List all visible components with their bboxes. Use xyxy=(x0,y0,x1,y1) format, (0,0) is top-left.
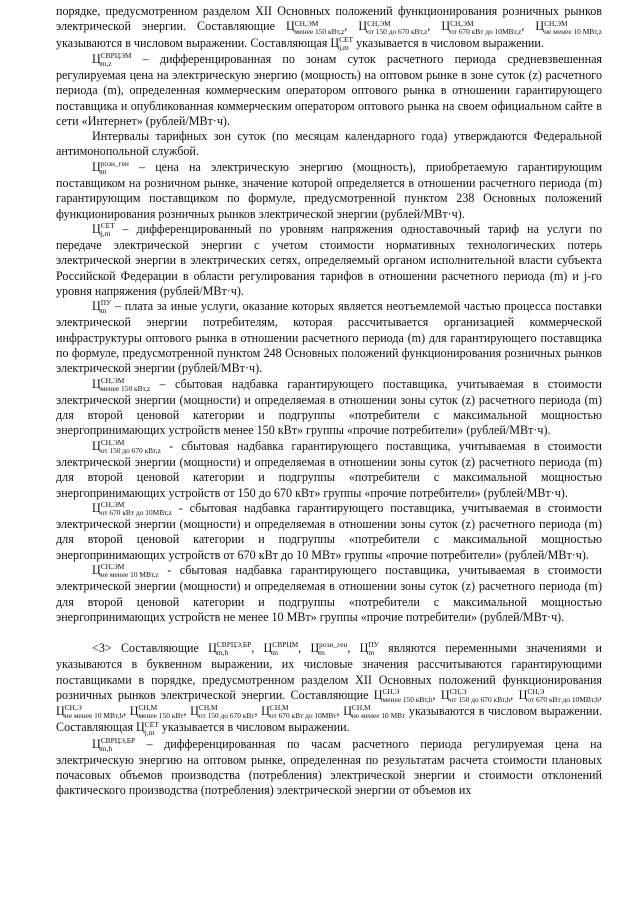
price-symbol: Ц СН,М от 670 кВт до 10МВт xyxy=(261,703,337,721)
paragraph-p1: порядке, предусмотренном разделом XII Основных положений функционирования розничных рынков электрической энергии. Составляющие Ц СН,ЭМ менее 150 кВт,z , Ц СН,ЭМ от 150 до 670 кВт,z , Ц СН,ЭМ от 670 кВт до 10МВт,z , Ц СН,ЭМ не менее 10 МВт,z указываются в числовом выражении. Составляющая Ц СЕТ j,m указывается в числовом выражении. xyxy=(56,4,603,52)
paragraph-p7: Ц СН,ЭМ менее 150 кВт,z – сбытовая надбавка гарантирующего поставщика, учитываемая в стоимости электрической энергии (мощности) и определяемая в отношении зоны суток (z) расчетного периода (m) для второй ценовой категории и подгруппы «потребители с максимальной мощностью энергопринимающих устройств менее 150 кВт» группы «прочие потребители» (рублей/МВт·ч). xyxy=(56,375,602,438)
price-symbol: Ц СН,М менее 150 кВт xyxy=(129,703,184,721)
price-symbol: Ц СН,ЭМ не менее 10 МВт,z xyxy=(92,562,159,580)
price-symbol: Ц СН,Э от 670 кВт до 10МВт,h xyxy=(518,687,599,705)
price-symbol: Ц розн_ген m xyxy=(310,640,348,658)
paragraph-p2: Ц СВРЦЭМ m,z – дифференцированная по зонам суток расчетного периода средневзвешенная регулируемая цена на электрическую энергию (мощность) на оптовом рынке в зоне суток (z) расчетного периода (m), определенная коммерческим оператором оптового рынка в отношении гарантирующего поставщика и опубликованная коммерческим оператором оптового рынка на своем официальном сайте в сети «Интернет» (рублей/МВт·ч). xyxy=(56,50,602,128)
price-symbol: Ц СН,ЭМ менее 150 кВт,z xyxy=(92,375,151,393)
price-symbol: Ц СЕТ j,m xyxy=(330,34,354,52)
price-symbol: Ц СВРЦЭ,БР m,h xyxy=(208,640,252,658)
paragraph-p10: Ц СН,ЭМ не менее 10 МВт,z - сбытовая надбавка гарантирующего поставщика, учитываемая в стоимости электрической энергии (мощности) и определяемая в отношении зоны суток (z) расчетного периода (m) для второй ценовой категории и подгруппы «потребители с максимальной мощностью энергопринимающих устройств не менее 10 МВт» группы «прочие потребители» (рублей/МВт·ч). xyxy=(56,562,602,624)
price-symbol: Ц СЕТ j,m xyxy=(136,719,159,737)
price-symbol: Ц СВРЦЭ,БР m,h xyxy=(92,735,136,753)
paragraph-p8: Ц СН,ЭМ от 150 до 670 кВт,z - сбытовая надбавка гарантирующего поставщика, учитываемая в стоимости электрической энергии (мощности) и определяемая в отношении зоны суток (z) расчетного периода (m) для второй ценовой категории и подгруппы «потребители с максимальной мощностью энергопринимающих устройств от 150 до 670 кВт» группы «прочие потребители» (рублей/МВт·ч). xyxy=(56,437,602,500)
paragraph-p5: Ц СЕТ j,m – дифференцированный по уровням напряжения одноставочный тариф на услуги по передаче электрической энергии с учетом стоимости нормативных технологических потерь электрической энергии в электрических сетях, определяемый органом исполнительной власти субъекта Российской Федерации в области регулирования тарифов в отношении расчетного периода (m) и j-го уровня напряжения (рублей/МВт·ч). xyxy=(56,221,602,298)
price-symbol: Ц СН,ЭМ от 670 кВт до 10МВт,z xyxy=(441,18,522,36)
paragraph-p4: Ц розн_ген m – цена на электрическую энергию (мощность), приобретаемую гарантирующим поставщиком на розничном рынке, значение которой определяется в отношении расчетного периода (m) гарантирующим поставщиком по формуле, предусмотренной пунктом 238 Основных положений функционирования розничных рынков электрической энергии (рублей/МВт·ч). xyxy=(56,158,602,221)
paragraph-p9: Ц СН,ЭМ от 670 кВт до 10МВт,z - сбытовая надбавка гарантирующего поставщика, учитываемая в стоимости электрической энергии (мощности) и определяемая в отношении зоны суток (z) расчетного периода (m) для второй ценовой категории и подгруппы «потребители с максимальной мощностью энергопринимающих устройств от 670 кВт до 10 МВт» группы «прочие потребители» (рублей/МВт·ч). xyxy=(56,500,602,562)
price-symbol: Ц СН,Э от 150 до 670 кВт,h xyxy=(440,687,511,705)
price-symbol: Ц СН,ЭМ от 670 кВт до 10МВт,z xyxy=(92,500,172,518)
price-symbol: Ц СН,ЭМ не менее 10 МВт,z xyxy=(535,18,603,36)
price-symbol: Ц СВРЦМ m xyxy=(263,640,299,658)
paragraph-gap xyxy=(56,625,602,641)
price-symbol: Ц СЕТ j,m xyxy=(92,221,115,239)
price-symbol: Ц СН,Э не менее 10 МВт,h xyxy=(56,703,124,721)
price-symbol: Ц СН,ЭМ от 150 до 670 кВт,z xyxy=(92,437,161,455)
price-symbol: Ц розн_ген m xyxy=(92,158,129,176)
paragraph-p6: Ц ПУ m – плата за иные услуги, оказание которых является неотъемлемой частью процесса поставки электрической энергии потребителям, которая рассчитывается организацией коммерческой инфраструктуры оптового рынка в отношении расчетного периода (m) для гарантирующего поставщика по формуле, предусмотренной пунктом 248 Основных положений функционирования розничных рынков электрической энергии (рублей/МВт·ч). xyxy=(56,298,602,376)
price-symbol: Ц СН,ЭМ менее 150 кВт,z xyxy=(285,18,345,36)
price-symbol: Ц СН,М от 150 до 670 кВт xyxy=(190,703,255,721)
price-symbol: Ц СН,ЭМ от 150 до 670 кВт,z xyxy=(358,18,428,36)
price-symbol: Ц СВРЦЭМ m,z xyxy=(92,50,132,68)
price-symbol: Ц ПУ m xyxy=(92,298,112,316)
price-symbol: Ц ПУ m xyxy=(359,640,379,658)
price-symbol: Ц СН,Э менее 150 кВт,h xyxy=(373,687,433,705)
price-symbol: Ц СН,М не менее 10 МВт xyxy=(343,703,406,721)
paragraph-p12: Ц СВРЦЭ,БР m,h – дифференцированная по часам расчетного периода регулируемая цена на электрическую энергию на оптовом рынке, определенная по результатам расчета стоимости плановых почасовых объемов производства (потребления) электрической энергии и стоимости отклонений фактического производства (потребления) электрической энергии от объемов их xyxy=(56,735,602,798)
paragraph-p11: <3> Составляющие Ц СВРЦЭ,БР m,h , Ц СВРЦМ m , Ц розн_ген m , Ц ПУ m являются переменными значениями и указываются в буквенном выражении, их числовые значения рассчитываются гарантирующими поставщиками в порядке, предусмотренном разделом XII Основных положений функционирования розничных рынков электрической энергии. Составляющие Ц СН,Э менее 150 кВт,h , Ц СН,Э от 150 до 670 кВт,h , Ц СН,Э от 670 кВт до 10МВт,h , Ц СН,Э не менее 10 МВт,h , Ц СН,М менее 150 кВт , Ц СН,М от 150 до 670 кВт , Ц СН,М от 670 кВт до 10МВт , Ц СН,М не менее 10 МВт указываются в числовом выражении. Составляющая Ц СЕТ j,m указывается в числовом выражении. xyxy=(56,640,603,737)
paragraph-p3: Интервалы тарифных зон суток (по месяцам календарного года) утверждаются Федеральной антимонопольной службой. xyxy=(56,129,602,159)
